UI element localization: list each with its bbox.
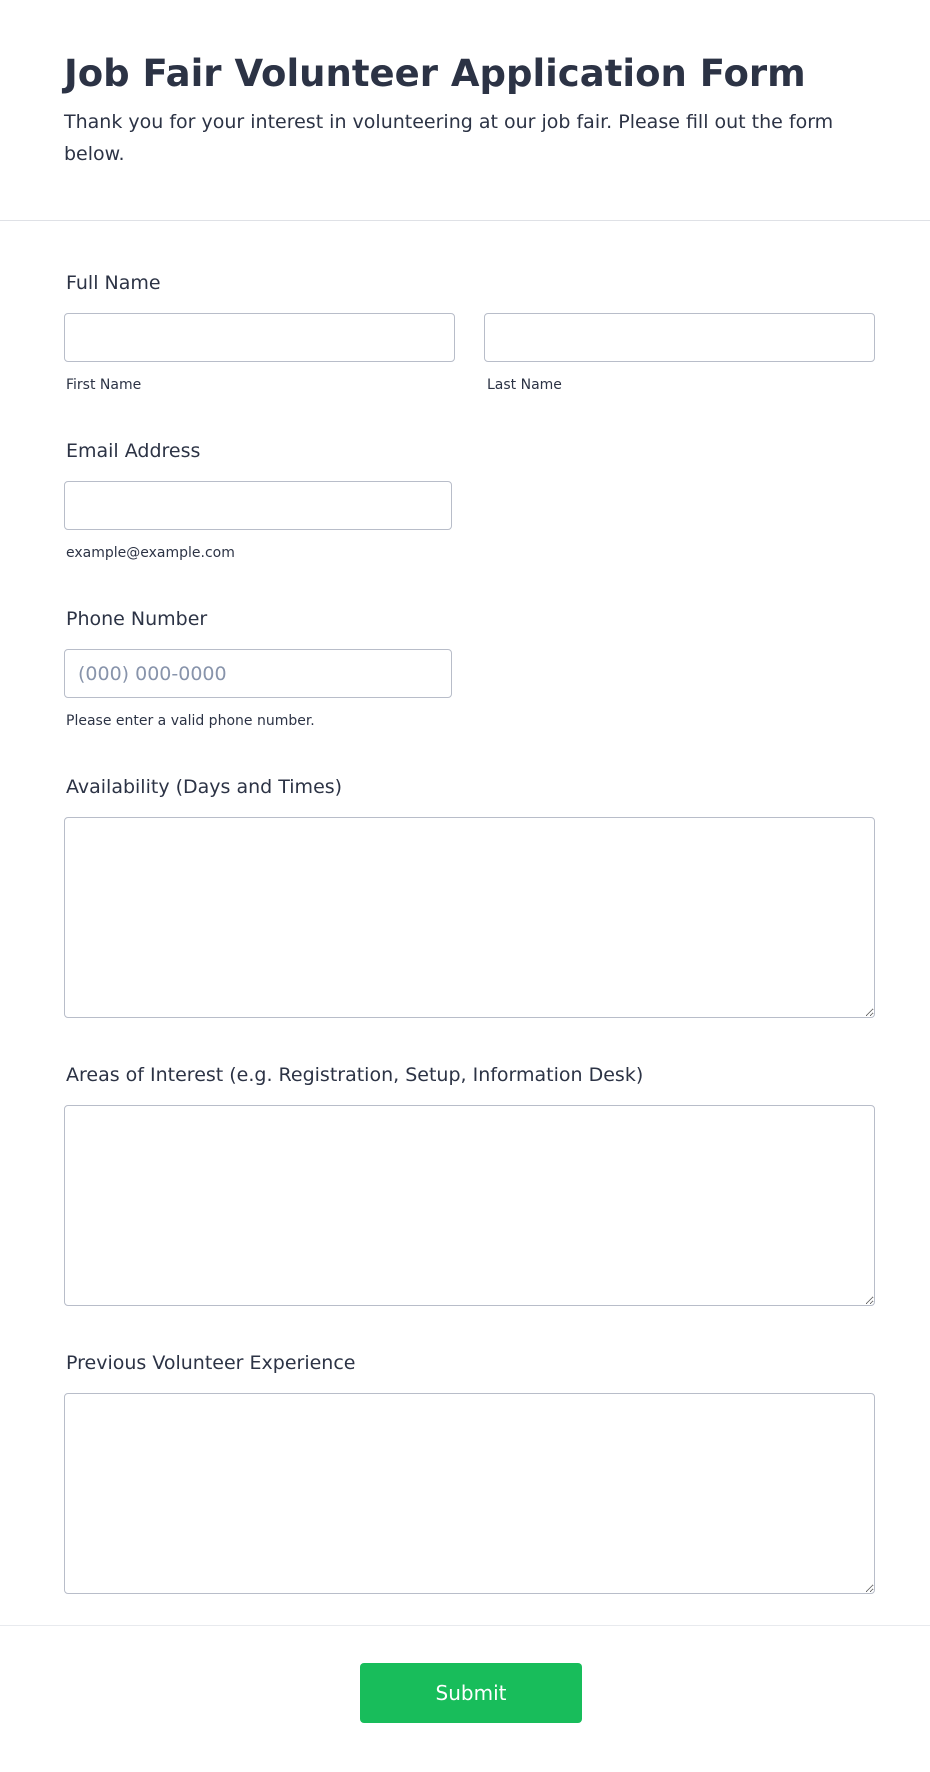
- experience-label: Previous Volunteer Experience: [66, 1352, 356, 1374]
- availability-textarea[interactable]: [64, 817, 875, 1018]
- first-name-sublabel: First Name: [66, 377, 142, 393]
- phone-sublabel: Please enter a valid phone number.: [66, 713, 315, 729]
- last-name-sublabel: Last Name: [487, 377, 562, 393]
- phone-input[interactable]: [64, 649, 452, 698]
- phone-label: Phone Number: [66, 608, 208, 630]
- form-header: [0, 0, 930, 221]
- last-name-input[interactable]: [484, 313, 875, 362]
- availability-label: Availability (Days and Times): [66, 776, 343, 798]
- submit-button[interactable]: Submit: [360, 1663, 582, 1723]
- full-name-label: Full Name: [66, 272, 161, 294]
- interests-label: Areas of Interest (e.g. Registration, Setup, Information Desk): [66, 1064, 644, 1086]
- form-subtitle: Thank you for your interest in volunteering at our job fair. Please fill out the form below.: [64, 111, 834, 165]
- form-title: Job Fair Volunteer Application Form: [64, 52, 806, 95]
- email-input[interactable]: [64, 481, 452, 530]
- email-label: Email Address: [66, 440, 201, 462]
- experience-textarea[interactable]: [64, 1393, 875, 1594]
- email-sublabel: example@example.com: [66, 545, 235, 561]
- interests-textarea[interactable]: [64, 1105, 875, 1306]
- footer-divider: [0, 1625, 930, 1626]
- first-name-input[interactable]: [64, 313, 455, 362]
